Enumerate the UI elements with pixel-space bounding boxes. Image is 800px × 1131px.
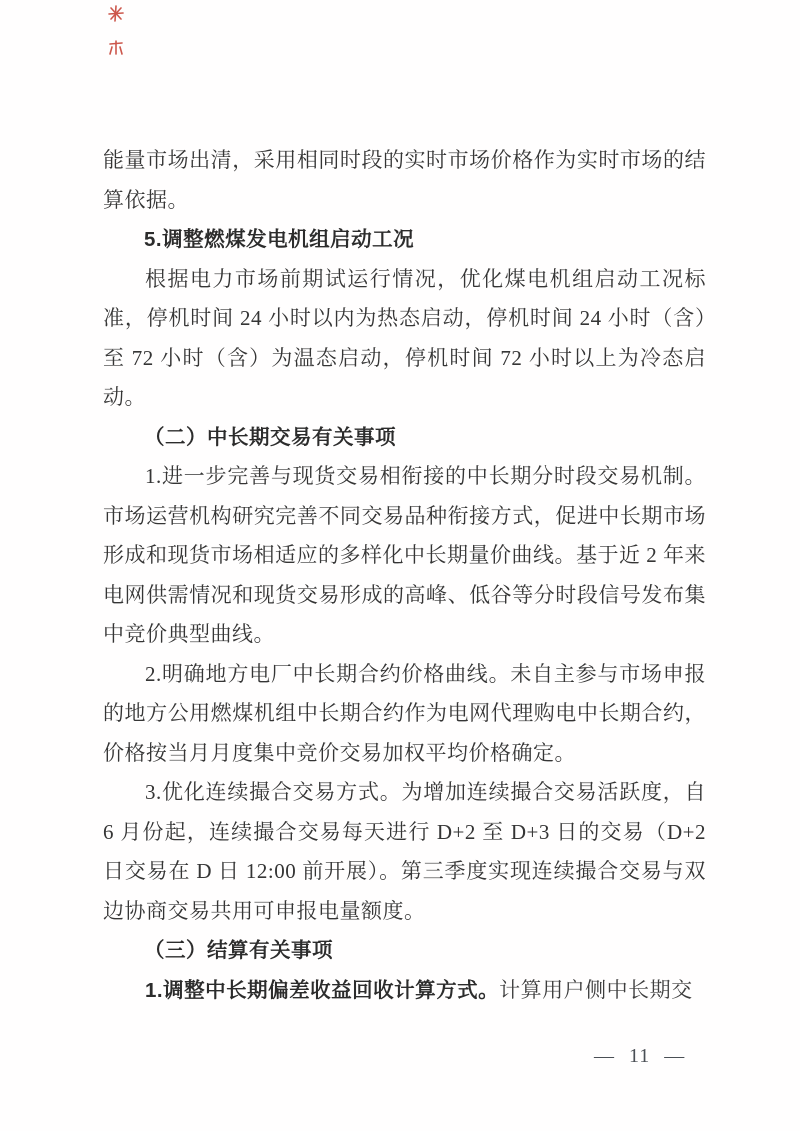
red-annotation-mark-icon: [106, 4, 126, 24]
paragraph: 2.明确地方电厂中长期合约价格曲线。未自主参与市场申报的地方公用燃煤机组中长期合约作为电网代理购电中长期合约，价格按当月月度集中竞价交易加权平均价格确定。: [103, 661, 706, 765]
red-annotation-marks: [106, 2, 132, 62]
page-number: — 11 —: [594, 1045, 686, 1067]
paragraph: 根据电力市场前期试运行情况，优化煤电机组启动工况标准，停机时间 24 小时以内为热态启动，停机时间 24 小时（含）至 72 小时（含）为温态启动，停机时间 72 小时以上为冷态启动。: [103, 266, 706, 409]
section-heading: （三）结算有关事项: [144, 939, 333, 962]
red-annotation-mark-icon: [106, 38, 126, 58]
section-heading: （二）中长期交易有关事项: [144, 425, 396, 449]
paragraph: 3.优化连续撮合交易方式。为增加连续撮合交易活跃度，自 6 月份起，连续撮合交易每天进行 D+2 至 D+3 日的交易（D+2 日交易在 D 日 12:00 前开展）。第三季度实现连续撮合交易与双边协商交易共用可申报电量额度。: [103, 780, 706, 923]
paragraph: 能量市场出清，采用相同时段的实时市场价格作为实时市场的结算依据。: [103, 148, 706, 212]
paragraph-bold-lead: 1.调整中长期偏差收益回收计算方式。: [145, 978, 500, 1002]
document-text-block: [103, 141, 706, 1010]
paragraph: [103, 971, 706, 1011]
paragraph-rest: 计算用户侧中长期交: [499, 977, 693, 1002]
paragraph: 1.进一步完善与现货交易相衔接的中长期分时段交易机制。市场运营机构研究完善不同交易品种衔接方式，促进中长期市场形成和现货市场相适应的多样化中长期量价曲线。基于近 2 年来电网供需情况和现货交易形成的高峰、低谷等分时段信号发布集中竞价典型曲线。: [103, 464, 706, 646]
section-heading: 5.调整燃煤发电机组启动工况: [144, 228, 415, 251]
